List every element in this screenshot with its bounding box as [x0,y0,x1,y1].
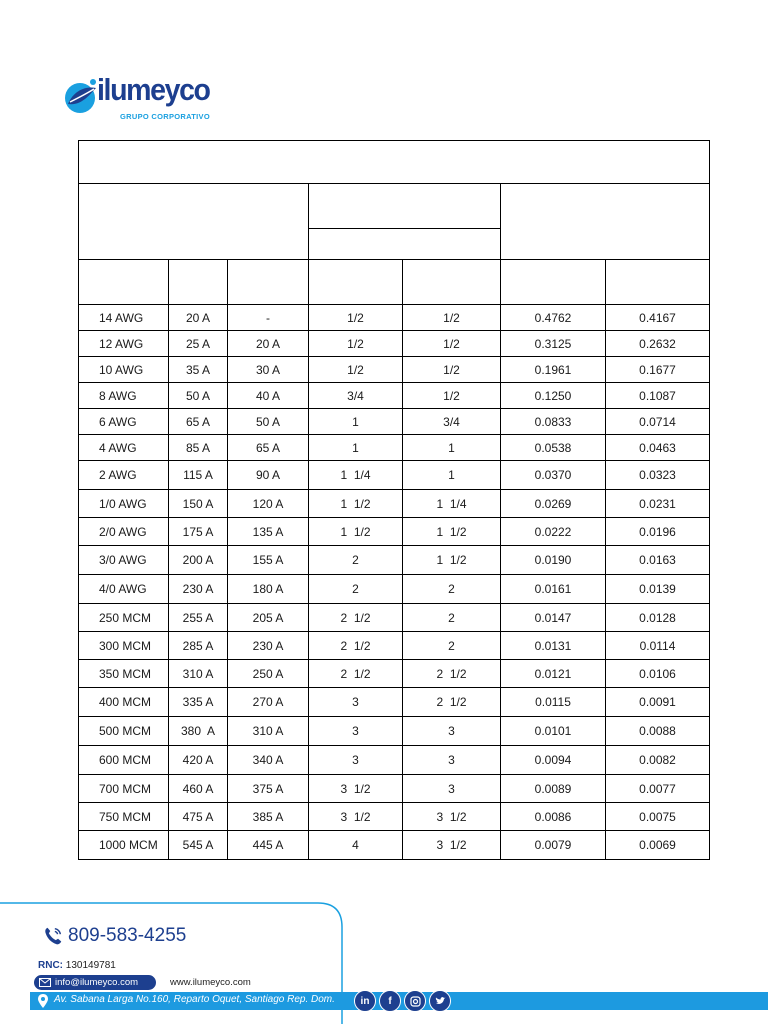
table-cell: 750 MCM [79,803,169,831]
table-cell: 1/2 [403,331,501,357]
table-cell: 1/2 [309,305,403,331]
table-cell: 1 1/2 [403,518,501,546]
table-cell: 0.0128 [606,604,710,632]
table-cell: 0.0190 [501,546,606,575]
table-row [79,383,710,409]
table-cell: 3 1/2 [309,775,403,803]
header-subgroup-cell [309,229,501,260]
table-cell: 205 A [228,604,309,632]
table-cell: 50 A [228,409,309,435]
table-row [79,746,710,775]
table-cell: 0.0101 [501,717,606,746]
table-cell: 1/2 [309,357,403,383]
table-row [79,803,710,831]
table-cell: 2 1/2 [403,660,501,688]
table-row [79,717,710,746]
table-row [79,461,710,490]
table-cell: 1/0 AWG [79,490,169,518]
table-cell: 0.0106 [606,660,710,688]
table-row [79,546,710,575]
phone-number: 809-583-4255 [68,925,187,946]
table-cell: 0.1250 [501,383,606,409]
twitter-icon[interactable] [429,990,451,1012]
table-cell: 285 A [169,632,228,660]
table-cell: 35 A [169,357,228,383]
table-cell: 0.0833 [501,409,606,435]
table-cell: 0.0094 [501,746,606,775]
table-cell: 500 MCM [79,717,169,746]
column-header-cell [309,260,403,305]
table-cell: 8 AWG [79,383,169,409]
column-header-cell [606,260,710,305]
table-row [79,518,710,546]
table-cell: 3 [403,746,501,775]
table-cell: 2 1/2 [309,632,403,660]
table-cell: 1 [309,435,403,461]
table-cell: 0.4167 [606,305,710,331]
table-cell: - [228,305,309,331]
table-cell: 1 1/4 [403,490,501,518]
table-cell: 230 A [169,575,228,604]
mail-icon [39,978,51,987]
table-cell: 310 A [169,660,228,688]
table-cell: 2 [309,575,403,604]
table-cell: 65 A [169,409,228,435]
table-cell: 3/0 AWG [79,546,169,575]
table-row [79,357,710,383]
table-row [79,435,710,461]
table-cell: 1 1/2 [309,490,403,518]
table-cell: 0.0077 [606,775,710,803]
table-cell: 2/0 AWG [79,518,169,546]
table-cell: 2 [403,575,501,604]
linkedin-icon[interactable]: in [354,990,376,1012]
phone-icon [42,925,64,947]
facebook-icon[interactable]: f [379,990,401,1012]
social-links [354,990,451,1012]
table-cell: 380 A [169,717,228,746]
table-cell: 2 AWG [79,461,169,490]
brand-tagline: GRUPO CORPORATIVO [120,112,210,121]
table-cell: 0.0714 [606,409,710,435]
table-cell: 445 A [228,831,309,860]
table-cell: 25 A [169,331,228,357]
column-header-cell [228,260,309,305]
table-cell: 3 [309,746,403,775]
table-cell: 3 1/2 [309,803,403,831]
table-cell: 1/2 [403,305,501,331]
website-link[interactable]: www.ilumeyco.com [170,977,251,988]
table-cell: 460 A [169,775,228,803]
table-cell: 0.0538 [501,435,606,461]
table-cell: 0.0069 [606,831,710,860]
table-cell: 1/2 [403,383,501,409]
table-cell: 2 [309,546,403,575]
table-cell: 1/2 [403,357,501,383]
table-cell: 115 A [169,461,228,490]
table-cell: 1/2 [309,331,403,357]
table-cell: 65 A [228,435,309,461]
rnc-label: RNC: [38,960,63,971]
table-cell: 0.0115 [501,688,606,717]
table-cell: 0.0114 [606,632,710,660]
table-cell: 180 A [228,575,309,604]
address-text: Av. Sabana Larga No.160, Reparto Oquet, Santiago Rep. Dom. [54,994,335,1005]
table-cell: 0.1961 [501,357,606,383]
table-cell: 1 [403,461,501,490]
table-row [79,775,710,803]
table-cell: 90 A [228,461,309,490]
table-row [79,604,710,632]
table-cell: 4/0 AWG [79,575,169,604]
table-cell: 1 1/2 [309,518,403,546]
table-row [79,305,710,331]
table-cell: 6 AWG [79,409,169,435]
table-cell: 3 [309,688,403,717]
table-cell: 0.0269 [501,490,606,518]
table-cell: 600 MCM [79,746,169,775]
table-cell: 0.0463 [606,435,710,461]
table-cell: 30 A [228,357,309,383]
table-cell: 1 1/4 [309,461,403,490]
table-cell: 0.0323 [606,461,710,490]
email-contact[interactable] [34,975,156,990]
table-cell: 420 A [169,746,228,775]
table-cell: 3 [403,775,501,803]
company-logo [60,70,210,130]
table-cell: 12 AWG [79,331,169,357]
leaf-globe-icon [60,76,100,116]
table-cell: 120 A [228,490,309,518]
table-row [79,409,710,435]
table-cell: 1 [309,409,403,435]
table-cell: 0.0163 [606,546,710,575]
table-cell: 0.0088 [606,717,710,746]
table-cell: 0.0082 [606,746,710,775]
table-cell: 4 [309,831,403,860]
table-cell: 3/4 [403,409,501,435]
table-cell: 255 A [169,604,228,632]
table-cell: 0.4762 [501,305,606,331]
table-cell: 20 A [169,305,228,331]
column-header-cell [501,260,606,305]
table-cell: 10 AWG [79,357,169,383]
table-row [79,490,710,518]
table-cell: 155 A [228,546,309,575]
table-cell: 50 A [169,383,228,409]
table-row [79,831,710,860]
table-row [79,632,710,660]
table-row [79,688,710,717]
table-cell: 0.0222 [501,518,606,546]
table-row [79,660,710,688]
table-cell: 3 1/2 [403,803,501,831]
table-cell: 0.0196 [606,518,710,546]
table-cell: 0.0089 [501,775,606,803]
table-cell: 1 [403,435,501,461]
table-cell: 3/4 [309,383,403,409]
table-title-cell [79,141,710,184]
table-cell: 2 1/2 [309,660,403,688]
table-cell: 135 A [228,518,309,546]
table-cell: 0.0086 [501,803,606,831]
table-cell: 335 A [169,688,228,717]
table-cell: 0.0121 [501,660,606,688]
table-cell: 0.0131 [501,632,606,660]
table-cell: 85 A [169,435,228,461]
table-cell: 2 [403,604,501,632]
table-cell: 14 AWG [79,305,169,331]
table-cell: 1 1/2 [403,546,501,575]
table-cell: 300 MCM [79,632,169,660]
brand-name: ilumeyco [97,72,210,107]
table-cell: 175 A [169,518,228,546]
column-header-cell [79,260,169,305]
instagram-icon[interactable] [404,990,426,1012]
table-cell: 0.0231 [606,490,710,518]
table-cell: 230 A [228,632,309,660]
table-cell: 2 1/2 [309,604,403,632]
table-cell: 250 A [228,660,309,688]
table-cell: 0.0370 [501,461,606,490]
table-cell: 0.0091 [606,688,710,717]
table-cell: 545 A [169,831,228,860]
table-cell: 40 A [228,383,309,409]
table-cell: 0.1087 [606,383,710,409]
rnc-value: 130149781 [65,960,116,971]
table-cell: 350 MCM [79,660,169,688]
table-cell: 400 MCM [79,688,169,717]
rnc-line [38,960,116,971]
table-cell: 3 1/2 [403,831,501,860]
conductor-spec-table [78,140,710,860]
table-cell: 4 AWG [79,435,169,461]
location-pin-icon [38,994,48,1008]
table-cell: 270 A [228,688,309,717]
column-header-cell [403,260,501,305]
table-cell: 250 MCM [79,604,169,632]
email-address: info@ilumeyco.com [55,977,139,988]
column-header-cell [169,260,228,305]
table-cell: 20 A [228,331,309,357]
table-cell: 3 [309,717,403,746]
phone-contact[interactable] [42,925,186,947]
table-cell: 0.0147 [501,604,606,632]
table-cell: 700 MCM [79,775,169,803]
table-row [79,331,710,357]
table-cell: 475 A [169,803,228,831]
table-row [79,575,710,604]
header-group-cell [309,184,501,229]
header-group-cell [79,184,309,260]
table-cell: 0.0161 [501,575,606,604]
table-cell: 1000 MCM [79,831,169,860]
table-cell: 375 A [228,775,309,803]
table-cell: 0.2632 [606,331,710,357]
table-cell: 3 [403,717,501,746]
table-cell: 0.3125 [501,331,606,357]
table-cell: 340 A [228,746,309,775]
table-cell: 0.0079 [501,831,606,860]
table-cell: 150 A [169,490,228,518]
table-cell: 2 1/2 [403,688,501,717]
table-cell: 0.0139 [606,575,710,604]
table-cell: 0.1677 [606,357,710,383]
table-cell: 0.0075 [606,803,710,831]
table-cell: 385 A [228,803,309,831]
table-cell: 310 A [228,717,309,746]
table-cell: 2 [403,632,501,660]
table-cell: 200 A [169,546,228,575]
header-group-cell [501,184,710,260]
